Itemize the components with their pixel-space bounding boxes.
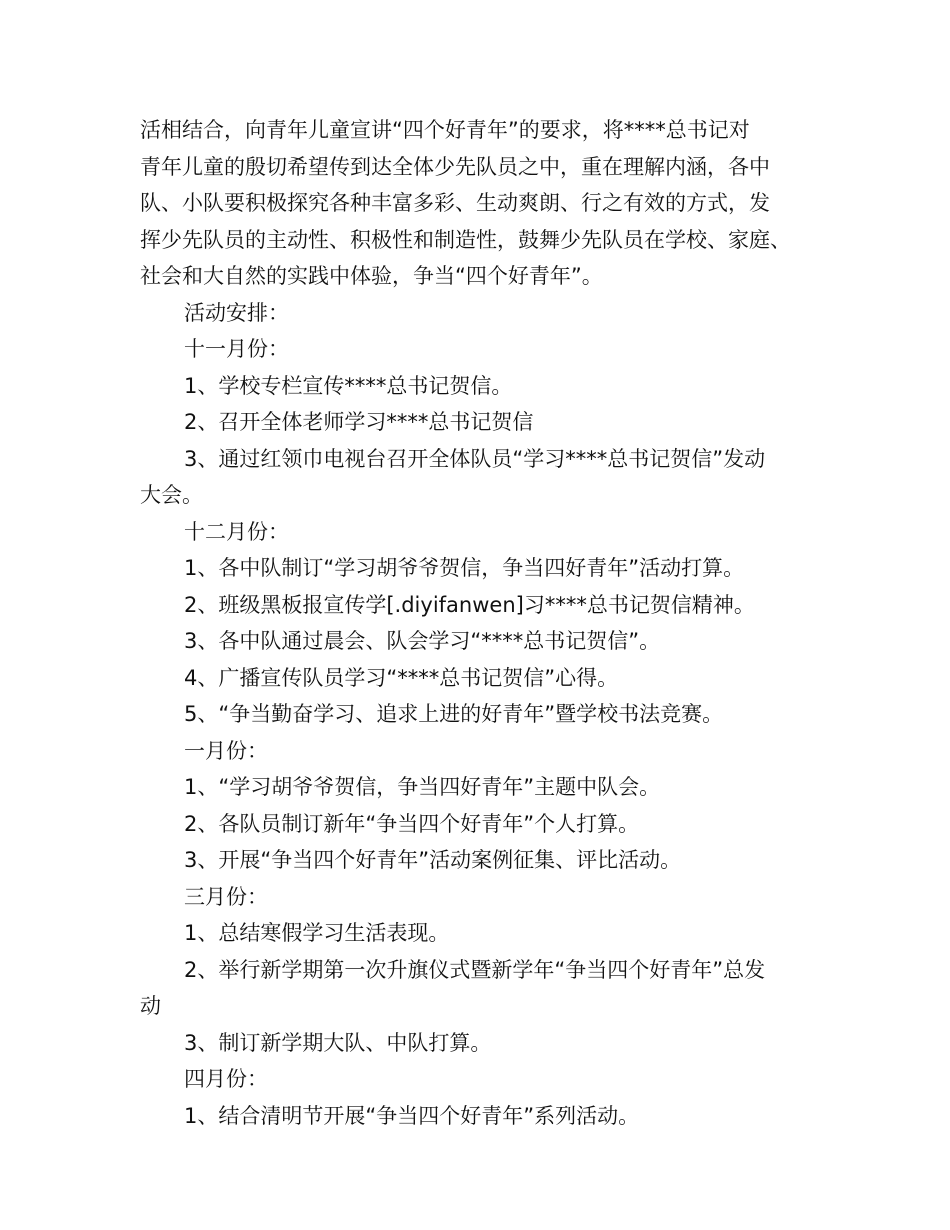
text-line: 四月份： — [184, 1067, 268, 1091]
text-line: 活动安排： — [184, 300, 289, 325]
text-line: 1、学校专栏宣传****总书记贺信。 — [184, 373, 513, 398]
text-line: 一月份： — [184, 738, 268, 763]
text-line: 活相结合，向青年儿童宣讲“四个好青年”的要求，将****总书记对 — [140, 118, 750, 142]
text-line: 挥少先队员的主动性、积极性和制造性，鼓舞少先队员在学校、家庭、 — [140, 227, 791, 252]
text-line: 队、小队要积极探究各种丰富多彩、生动爽朗、行之有效的方式，发 — [140, 191, 770, 215]
text-line: 1、总结寒假学习生活表现。 — [184, 921, 450, 945]
text-line: 十二月份： — [184, 519, 289, 544]
text-line: 5、“争当勤奋学习、追求上进的好青年”暨学校书法竞赛。 — [184, 702, 724, 726]
text-line: 3、各中队通过晨会、队会学习“****总书记贺信”。 — [184, 629, 661, 653]
text-line: 3、通过红领巾电视台召开全体队员“学习****总书记贺信”发动 — [184, 446, 766, 471]
text-line: 2、举行新学期第一次升旗仪式暨新学年“争当四个好青年”总发 — [184, 957, 766, 982]
text-line: 3、制订新学期大队、中队打算。 — [184, 1030, 492, 1055]
text-line: 动 — [140, 994, 161, 1018]
text-line: 大会。 — [140, 483, 203, 507]
text-line: 十一月份： — [184, 337, 289, 361]
text-line: 4、广播宣传队员学习“****总书记贺信”心得。 — [184, 665, 619, 690]
text-line: 1、各中队制订“学习胡爷爷贺信，争当四好青年”活动打算。 — [184, 556, 745, 580]
text-line: 2、各队员制订新年“争当四个好青年”个人打算。 — [184, 811, 640, 836]
text-line: 1、结合清明节开展“争当四个好青年”系列活动。 — [184, 1103, 640, 1128]
text-line: 2、召开全体老师学习****总书记贺信 — [184, 410, 534, 434]
text-line: 社会和大自然的实践中体验，争当“四个好青年”。 — [140, 264, 603, 288]
text-line: 青年儿童的殷切希望传到达全体少先队员之中，重在理解内涵，各中 — [140, 154, 770, 179]
document-body — [140, 112, 830, 1134]
text-line: 1、“学习胡爷爷贺信，争当四好青年”主题中队会。 — [184, 775, 661, 799]
text-line: 三月份： — [184, 884, 268, 909]
text-line: 3、开展“争当四个好青年”活动案例征集、评比活动。 — [184, 848, 682, 872]
text-line: 2、班级黑板报宣传学[.diyifanwen]习****总书记贺信精神。 — [184, 592, 755, 617]
